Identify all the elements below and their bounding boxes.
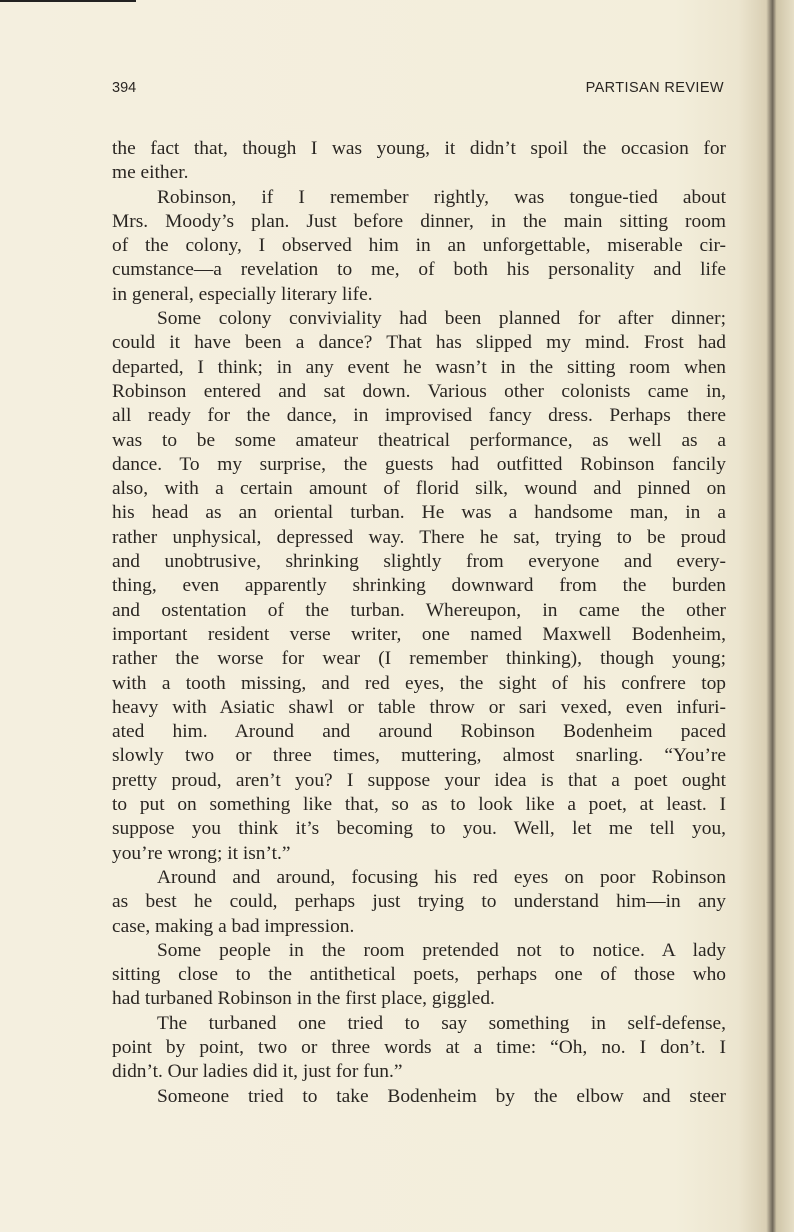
paragraph — [112, 186, 726, 307]
text-line: dance. To my surprise, the guests had outfitted Robinson fancily — [112, 453, 726, 475]
text-line: me either. — [112, 162, 189, 184]
text-line: in general, especially literary life. — [112, 283, 373, 305]
page-number: 394 — [112, 80, 137, 96]
text-line: of the colony, I observed him in an unforgettable, miserable cir- — [112, 235, 726, 257]
text-line: with a tooth missing, and red eyes, the sight of his confrere top — [112, 672, 726, 694]
text-line: Someone tried to take Bodenheim by the elbow and steer — [157, 1085, 726, 1107]
running-header — [112, 80, 724, 100]
text-line: was to be some amateur theatrical performance, as well as a — [112, 429, 726, 451]
paragraph — [112, 137, 726, 186]
text-line: all ready for the dance, in improvised fancy dress. Perhaps there — [112, 405, 726, 427]
scan-edge-line — [0, 0, 136, 2]
paragraph — [112, 1085, 726, 1109]
text-line: rather unphysical, depressed way. There he sat, trying to be proud — [112, 526, 726, 548]
text-line: Around and around, focusing his red eyes on poor Robinson — [157, 866, 726, 888]
text-line: slowly two or three times, muttering, almost snarling. “You’re — [112, 745, 726, 767]
text-line: didn’t. Our ladies did it, just for fun.” — [112, 1061, 403, 1083]
text-line: point by point, two or three words at a time: “Oh, no. I don’t. I — [112, 1036, 726, 1058]
paragraph — [112, 1012, 726, 1085]
text-line: Some people in the room pretended not to notice. A lady — [157, 939, 726, 961]
text-line: departed, I think; in any event he wasn’t in the sitting room when — [112, 356, 726, 378]
text-line: Robinson, if I remember rightly, was tongue-tied about — [157, 186, 726, 208]
text-line: his head as an oriental turban. He was a handsome man, in a — [112, 502, 726, 524]
text-line: to put on something like that, so as to look like a poet, at least. I — [112, 794, 726, 816]
text-line: The turbaned one tried to say something in self-defense, — [157, 1012, 726, 1034]
text-line: and unobtrusive, shrinking slightly from everyone and every- — [112, 551, 726, 573]
paragraph — [112, 939, 726, 1012]
body-text — [112, 137, 726, 1109]
text-line: the fact that, though I was young, it didn’t spoil the occasion for — [112, 138, 726, 159]
text-line: Mrs. Moody’s plan. Just before dinner, in the main sitting room — [112, 210, 726, 232]
text-line: thing, even apparently shrinking downward from the burden — [112, 575, 726, 597]
text-line: Robinson entered and sat down. Various other colonists came in, — [112, 380, 726, 402]
text-line: suppose you think it’s becoming to you. Well, let me tell you, — [112, 818, 726, 840]
text-line: and ostentation of the turban. Whereupon, in came the other — [112, 599, 726, 621]
paragraph — [112, 307, 726, 866]
text-line: as best he could, perhaps just trying to understand him—in any — [112, 891, 726, 913]
text-line: you’re wrong; it isn’t.” — [112, 842, 291, 864]
text-line: Some colony conviviality had been planned for after dinner; — [157, 308, 726, 330]
text-line: could it have been a dance? That has slipped my mind. Frost had — [112, 332, 726, 354]
text-line: case, making a bad impression. — [112, 915, 355, 937]
text-line: ated him. Around and around Robinson Bodenheim paced — [112, 721, 726, 743]
text-line: cumstance—a revelation to me, of both his personality and life — [112, 259, 726, 281]
text-line: also, with a certain amount of florid silk, wound and pinned on — [112, 478, 726, 500]
text-line: pretty proud, aren’t you? I suppose your idea is that a poet ought — [112, 769, 726, 791]
journal-title: PARTISAN REVIEW — [585, 80, 724, 96]
text-line: important resident verse writer, one named Maxwell Bodenheim, — [112, 623, 726, 645]
text-line: rather the worse for wear (I remember thinking), though young; — [112, 648, 726, 670]
text-line: had turbaned Robinson in the first place, giggled. — [112, 988, 495, 1010]
paragraph — [112, 866, 726, 939]
text-line: heavy with Asiatic shawl or table throw or sari vexed, even infuri- — [112, 696, 726, 718]
text-line: sitting close to the antithetical poets, perhaps one of those who — [112, 964, 726, 986]
